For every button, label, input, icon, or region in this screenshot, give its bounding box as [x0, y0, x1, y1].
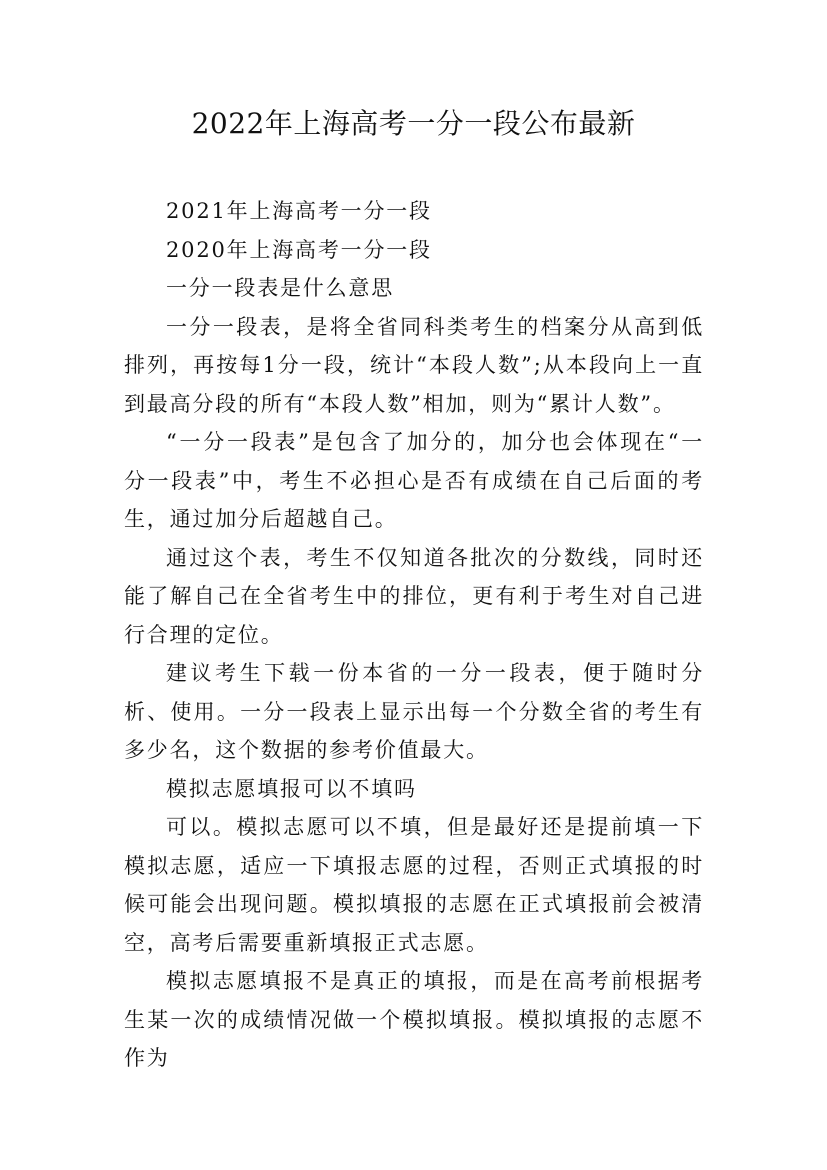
paragraph: “一分一段表”是包含了加分的，加分也会体现在“一分一段表”中，考生不必担心是否有成绩在自己后面的考生，通过加分后超越自己。	[124, 430, 704, 531]
paragraph: 模拟志愿填报可以不填吗	[166, 776, 417, 801]
document-body	[124, 192, 704, 1078]
paragraph: 建议考生下载一份本省的一分一段表，便于随时分析、使用。一分一段表上显示出每一个分数全省的考生有多少名，这个数据的参考价值最大。	[124, 661, 704, 762]
paragraph: 一分一段表，是将全省同科类考生的档案分从高到低排列，再按每1分一段，统计“本段人数”;从本段向上一直到最高分段的所有“本段人数”相加，则为“累计人数”。	[124, 314, 704, 416]
paragraph: 2021年上海高考一分一段	[166, 199, 432, 223]
document-title: 2022年上海高考一分一段公布最新	[191, 107, 636, 140]
paragraph: 通过这个表，考生不仅知道各批次的分数线，同时还能了解自己在全省考生中的排位，更有利于考生对自己进行合理的定位。	[124, 545, 704, 647]
paragraph: 模拟志愿填报不是真正的填报，而是在高考前根据考生某一次的成绩情况做一个模拟填报。模拟填报的志愿不作为	[124, 969, 704, 1070]
paragraph: 2020年上海高考一分一段	[166, 237, 432, 262]
paragraph: 一分一段表是什么意思	[166, 276, 394, 300]
paragraph: 可以。模拟志愿可以不填，但是最好还是提前填一下模拟志愿，适应一下填报志愿的过程，否则正式填报的时候可能会出现问题。模拟填报的志愿在正式填报前会被清空，高考后需要重新填报正式志愿。	[124, 815, 704, 955]
